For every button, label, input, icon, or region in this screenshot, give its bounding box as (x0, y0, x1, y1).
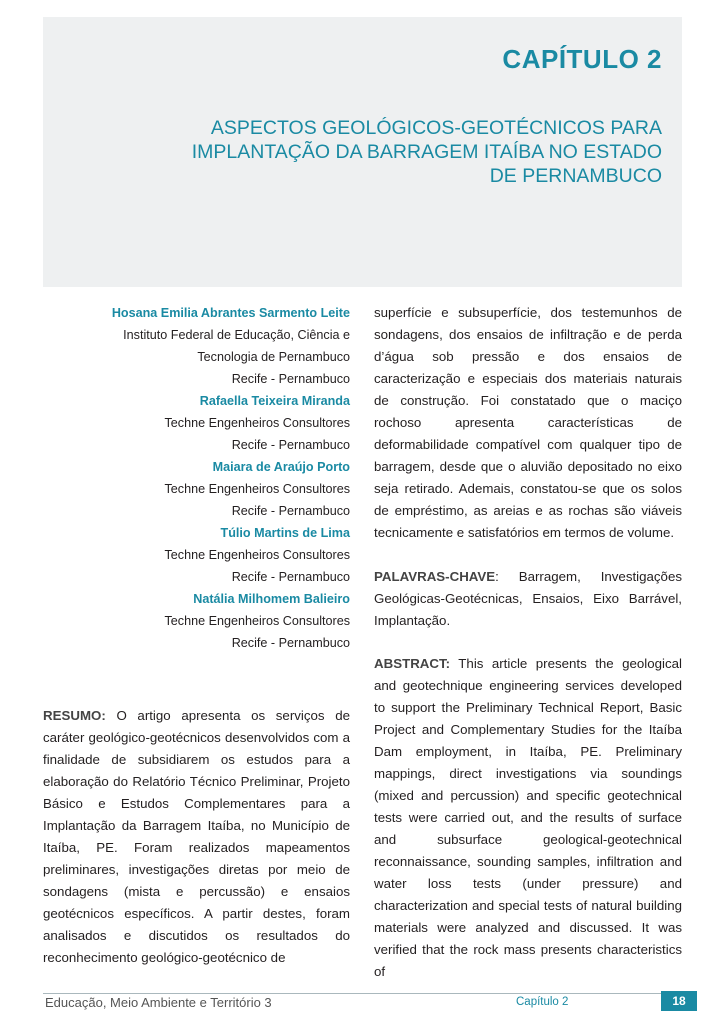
keywords-text: : Barragem, Investigações Geológicas-Geotécnicas, Ensaios, Eixo Barrável, Implantação. (374, 569, 682, 628)
abstract-text: This article presents the geological and geotechnique engineering services developed to support the Preliminary Technical Report, Basic Project and Complementary Studies for the Itaíba Dam employment, in Itaíba, PE. Preliminary mappings, direct investigations via soundings (mixed and percussion) and specific geotechnical tests were carried out, and the results of surface and subsurface geological-geotechnical reconnaissance, sounding samples, infiltration and water loss tests (under pressure) and characterization and special tests of natural building materials were analyzed and discussed. It was verified that the rock mass presents characteristics of (374, 656, 682, 979)
author-affiliation: Techne Engenheiros Consultores (164, 482, 350, 496)
author-name: Maiara de Araújo Porto (212, 460, 350, 474)
page-number: 18 (661, 991, 697, 1011)
abstract-paragraph (374, 653, 682, 983)
author-city: Recife - Pernambuco (231, 372, 350, 386)
author-city: Recife - Pernambuco (231, 636, 350, 650)
author-list (30, 302, 350, 654)
footer-book-title: Educação, Meio Ambiente e Território 3 (45, 995, 272, 1010)
author-name: Rafaella Teixeira Miranda (199, 394, 350, 408)
author-city: Recife - Pernambuco (231, 438, 350, 452)
author-name: Hosana Emilia Abrantes Sarmento Leite (111, 306, 350, 320)
author-affiliation: Instituto Federal de Educação, Ciência e (123, 328, 350, 342)
author-affiliation: Techne Engenheiros Consultores (164, 614, 350, 628)
footer-chapter: Capítulo 2 (516, 996, 569, 1008)
resumo-continuation: superfície e subsuperfície, dos testemunhos de sondagens, dos ensaios de infiltração e de perda d’água sob pressão e dos ensaios de caracterização e especiais dos materiais naturais de construção. Foi constatado que o maciço rochoso apresenta características de deformabilidade compatível com qualquer tipo de barragem, desde que o aluvião depositado no eixo seja retirado. Ademais, constatou-se que os solos de empréstimo, as areias e as rochas são viáveis tecnicamente e satisfatórios em termos de volume. (374, 305, 682, 540)
chapter-label: CAPÍTULO 2 (502, 44, 662, 74)
author-city: Recife - Pernambuco (231, 570, 350, 584)
footer-divider (43, 993, 682, 994)
resumo-label: RESUMO: (43, 708, 106, 723)
title-line-3: DE PERNAMBUCO (489, 165, 662, 187)
author-affiliation: Techne Engenheiros Consultores (164, 416, 350, 430)
keywords-label: PALAVRAS-CHAVE (374, 569, 496, 584)
author-name: Túlio Martins de Lima (220, 526, 350, 540)
chapter-title (122, 116, 662, 188)
author-name: Natália Milhomem Balieiro (193, 592, 350, 606)
author-affiliation: Tecnologia de Pernambuco (197, 350, 350, 364)
title-line-2: IMPLANTAÇÃO DA BARRAGEM ITAÍBA NO ESTADO (191, 141, 662, 163)
resumo-text: O artigo apresenta os serviços de caráter geológico-geotécnicos desenvolvidos com a finalidade de subsidiarem os estudos para a elaboração do Relatório Técnico Preliminar, Projeto Básico e Estudos Complementares para a Implantação da Barragem Itaíba, no Município de Itaíba, PE. Foram realizados mapeamentos preliminares, investigações diretas por meio de sondagens (mista e percussão) e ensaios geotécnicos específicos. A partir destes, foram analisados e discutidos os resultados do reconhecimento geológico-geotécnico de (43, 708, 350, 965)
keywords-paragraph (374, 566, 682, 632)
author-affiliation: Techne Engenheiros Consultores (164, 548, 350, 562)
abstract-label: ABSTRACT: (374, 656, 451, 671)
title-line-1: ASPECTOS GEOLÓGICOS-GEOTÉCNICOS PARA (210, 117, 662, 139)
author-city: Recife - Pernambuco (231, 504, 350, 518)
resumo-paragraph (43, 705, 350, 969)
